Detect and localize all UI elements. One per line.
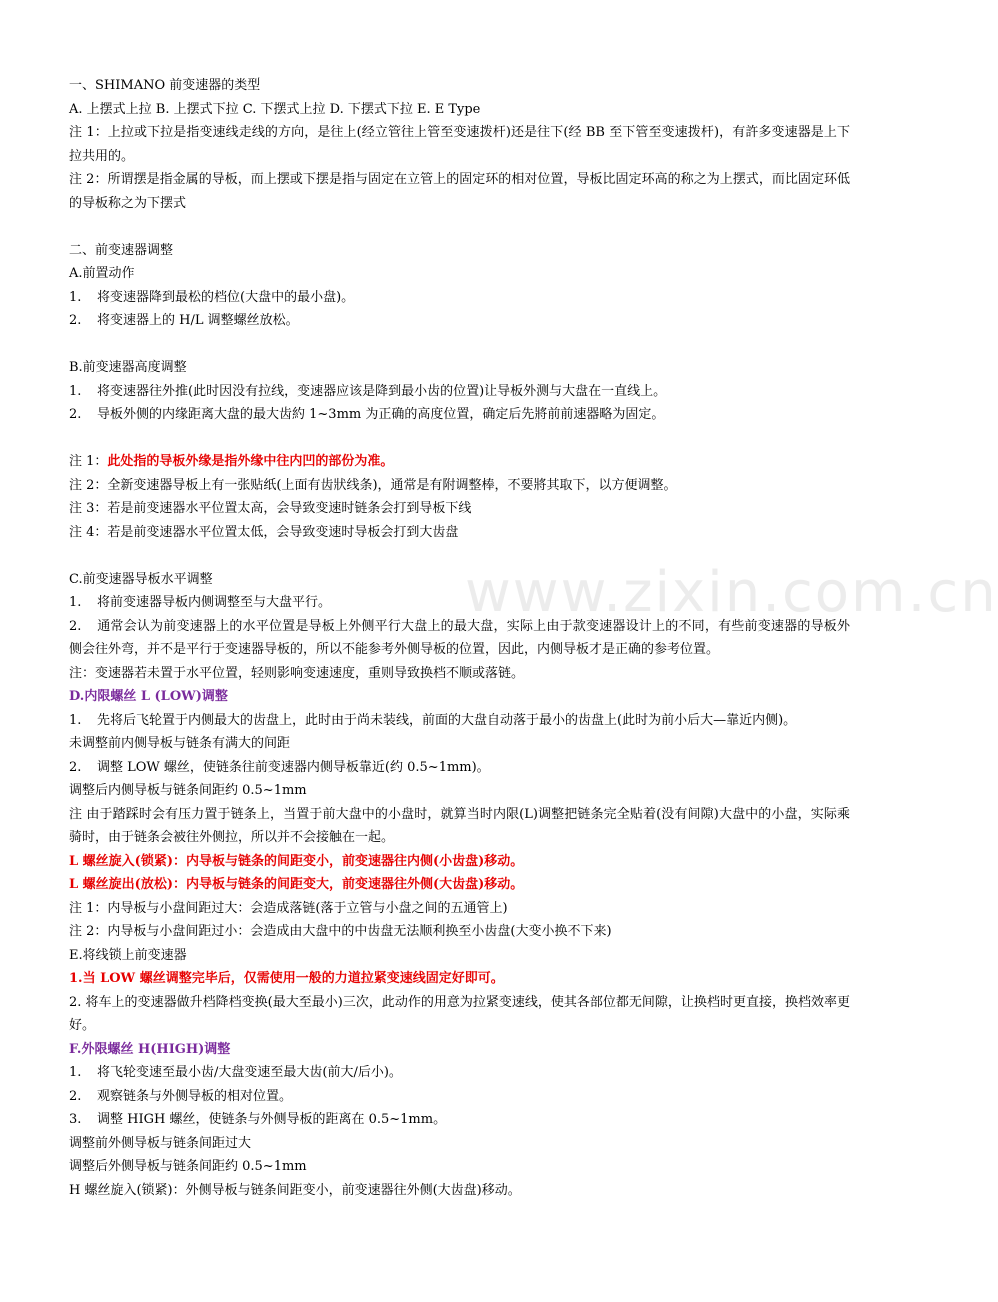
highlight-text: L 螺丝旋出(放松)：内导板与链条的间距变大，前变速器往外侧(大齿盘)移动。: [69, 877, 524, 892]
list-text: 将变速器往外推(此时因没有拉线，变速器应该是降到最小齿的位置)让导板外测与大盘在一直线上。: [97, 383, 667, 399]
list-number: 2.: [69, 1088, 82, 1104]
list-item: [69, 1061, 850, 1085]
list-item: [69, 1108, 850, 1132]
section1-note1: 注 1：上拉或下拉是指变速线走线的方向，是往上(经立管往上管至变速拨杆)还是往下(经 BB 至下管至变速拨杆)，有許多变速器是上下拉共用的。: [69, 125, 850, 164]
list-text: 导板外侧的内缘距离大盘的最大齿約 1~3mm 为正确的高度位置，确定后先將前前速器略为固定。: [97, 407, 665, 422]
caption: 调整后外侧导板与链条间距约 0.5~1mm: [69, 1159, 307, 1174]
note-prefix: 注 1：: [69, 454, 108, 469]
list-text: 将变速器上的 H/L 调整螺丝放松。: [97, 313, 299, 328]
list-number: 2.: [69, 407, 82, 422]
note: 注 2：全新变速器导板上有一张贴纸(上面有齿狀线条)，通常是有附调整棒，不要將其取下，以方便调整。: [69, 477, 677, 493]
list-item: [69, 615, 850, 662]
note: 注 2：内导板与小盘间距过小：会造成由大盘中的中齿盘无法顺利换至小齿盘(大变小换不下来): [69, 924, 612, 939]
note: 注 4：若是前变速器水平位置太低，会导致变速时导板会打到大齿盘: [69, 524, 459, 540]
highlight-text: 1.当 LOW 螺丝调整完毕后，仅需使用一般的力道拉紧变速线固定好即可。: [69, 971, 504, 986]
paragraph: 2. 将车上的变速器做升档降档变换(最大至最小)三次，此动作的用意为拉紧变速线，使其各部位都无间隙，让换档时更直接，换档效率更好。: [69, 994, 850, 1033]
list-number: 3.: [69, 1112, 82, 1127]
list-number: 2.: [69, 618, 82, 634]
list-number: 2.: [69, 759, 82, 775]
list-item: [69, 403, 850, 427]
caption: 未调整前内侧导板与链条有满大的间距: [69, 736, 291, 751]
list-text: 将变速器降到最松的档位(大盘中的最小盘)。: [97, 289, 355, 305]
paragraph: H 螺丝旋入(锁紧)：外侧导板与链条间距变小，前变速器往外侧(大齿盘)移动。: [69, 1182, 521, 1198]
list-number: 1.: [69, 1065, 82, 1080]
list-item: [69, 286, 850, 310]
list-number: 1.: [69, 595, 82, 610]
list-item: [69, 380, 850, 404]
front-derailleur-types: A. 上摆式上拉 B. 上摆式下拉 C. 下摆式上拉 D. 下摆式下拉 E. E Type: [69, 101, 481, 117]
list-item: [69, 756, 850, 780]
list-text: 调整 HIGH 螺丝，使链条与外侧导板的距离在 0.5~1mm。: [97, 1112, 447, 1127]
section1-note2: 注 2：所谓摆是指金属的导板，而上摆或下摆是指与固定在立管上的固定环的相对位置，导板比固定环高的称之为上摆式，而比固定环低的导板称之为下摆式: [69, 172, 850, 211]
list-text: 将前变速器导板内侧调整至与大盘平行。: [97, 595, 332, 610]
caption: 调整后内侧导板与链条间距约 0.5~1mm: [69, 783, 307, 798]
note: 注 3：若是前变速器水平位置太高，会导致变速时链条会打到导板下线: [69, 501, 472, 516]
list-item: [69, 709, 850, 733]
note: 注 1：内导板与小盘间距过大：会造成落链(落于立管与小盘之间的五通管上): [69, 900, 508, 916]
document-page: [69, 74, 850, 1202]
note: 注 由于踏踩时会有压力置于链条上，当置于前大盘中的小盘时，就算当时内限(L)调整把链条完全贴着(没有间隙)大盘中的小盘，实际乘骑时，由于链条会被往外侧拉，所以并不会接触在一起。: [69, 806, 850, 845]
list-item: [69, 591, 850, 615]
watermark: www.zixin.com.cn: [465, 560, 998, 625]
highlight-note: [69, 450, 850, 474]
subsection-a-title: A.前置动作: [69, 266, 135, 281]
highlight-text: 此处指的导板外缘是指外缘中往内凹的部份为准。: [107, 454, 394, 469]
subsection-c-title: C.前变速器导板水平调整: [69, 571, 213, 587]
list-item: [69, 309, 850, 333]
subsection-b-title: B.前变速器高度调整: [69, 360, 187, 375]
list-text: 调整 LOW 螺丝，使链条往前变速器内侧导板靠近(约 0.5~1mm)。: [97, 759, 490, 775]
section2-title: 二、前变速器调整: [69, 242, 174, 258]
list-number: 1.: [69, 289, 82, 305]
list-text: 先将后飞轮置于内侧最大的齿盘上，此时由于尚未装线，前面的大盘自动落于最小的齿盘上(此时为前小后大—靠近内侧)。: [97, 712, 797, 728]
note: 注：变速器若未置于水平位置，轻则影响变速速度，重则导致换档不顺或落链。: [69, 665, 525, 681]
list-item: [69, 1085, 850, 1109]
highlight-text: L 螺丝旋入(锁紧)：内导板与链条的间距变小，前变速器往内侧(小齿盘)移动。: [69, 853, 524, 869]
list-text: 将飞轮变速至最小齿/大盘变速至最大齿(前大/后小)。: [97, 1065, 402, 1080]
list-text: 通常会认为前变速器上的水平位置是导板上外侧平行大盘上的最大盘，实际上由于款变速器设计上的不同，有些前变速器的导板外侧会往外弯，并不是平行于变速器导板的，所以不能参考外侧导板的位置，因此，内侧导板才是正确的参考位置。: [69, 618, 850, 657]
list-text: 观察链条与外侧导板的相对位置。: [97, 1088, 293, 1104]
list-number: 1.: [69, 712, 82, 728]
list-number: 2.: [69, 313, 82, 328]
caption: 调整前外侧导板与链条间距过大: [69, 1135, 252, 1151]
list-number: 1.: [69, 383, 82, 399]
subsection-f-title: F.外限螺丝 H(HIGH)调整: [69, 1041, 231, 1057]
subsection-d-title: D.内限螺丝 L (LOW)调整: [69, 689, 228, 704]
section1-title: 一、SHIMANO 前变速器的类型: [69, 78, 261, 93]
subsection-e-title: E.将线锁上前变速器: [69, 947, 187, 963]
